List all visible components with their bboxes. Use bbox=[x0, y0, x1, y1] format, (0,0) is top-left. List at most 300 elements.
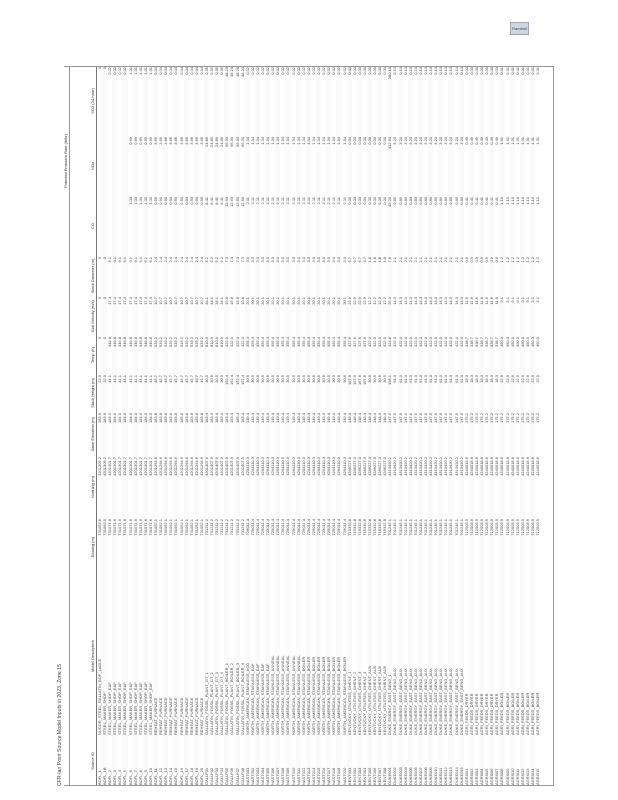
table-cell: DUKE_ENERGY_EAST_BEND_AUX bbox=[408, 576, 413, 736]
table-cell: 731211.2 bbox=[219, 519, 225, 536]
table-cell: 22.9 bbox=[530, 374, 535, 412]
table-cell: REHEAT_FURNACE bbox=[198, 697, 204, 735]
table-cell: 4204110.3 bbox=[310, 457, 316, 476]
table-cell: 30.5 bbox=[280, 375, 286, 383]
table-cell: 149.4 bbox=[310, 413, 316, 424]
table-cell: DUKE_ENERGY_EAST_BEND_AUX bbox=[448, 576, 453, 736]
table-cell: 1.2 bbox=[510, 256, 515, 296]
table-cell: 729011.4 bbox=[310, 519, 316, 536]
table-cell: 0.00 bbox=[357, 66, 362, 136]
table-cell: 147.5 bbox=[387, 412, 392, 456]
table-cell: 0.01 bbox=[499, 66, 504, 136]
table-cell: KENTUCKY_UTILITIES_GHENT_1 bbox=[347, 576, 352, 736]
table-cell: 731071.6 bbox=[137, 519, 143, 536]
table-cell: 45.7 bbox=[163, 374, 168, 412]
table-cell: 712003.9 bbox=[494, 519, 500, 536]
table-cell: DUKE015 bbox=[459, 736, 464, 786]
table-cell: NORTH_AMERICAN_STAINLESS_ANNEAL bbox=[296, 576, 301, 736]
table-cell: NAST015 bbox=[316, 736, 321, 786]
table-cell: 5.2 bbox=[204, 256, 209, 296]
table-cell: 338.7 bbox=[473, 337, 479, 348]
table-cell: 0.10 bbox=[392, 66, 398, 75]
table-cell: 4240018.6 bbox=[489, 456, 494, 518]
table-cell: 183.4 bbox=[229, 413, 235, 424]
table-cell: 729011.4 bbox=[296, 518, 301, 576]
table-cell: NORTH_AMERICAN_STAINLESS_ANNEAL bbox=[275, 576, 280, 736]
table-cell: 14.3 bbox=[412, 297, 418, 305]
table-cell: 1.8 bbox=[372, 256, 378, 263]
table-cell: 3.0 bbox=[331, 256, 337, 263]
table-cell: 338.7 bbox=[479, 336, 484, 374]
table-cell: 14.3 bbox=[443, 297, 449, 305]
table-cell: 184.0 bbox=[133, 412, 138, 456]
table-container bbox=[64, 66, 554, 786]
table-cell: 20.1 bbox=[245, 296, 250, 336]
table-cell: 533.2 bbox=[194, 336, 199, 374]
table-cell: 3.66 bbox=[194, 136, 199, 196]
table-cell: 701245.1 bbox=[459, 518, 464, 576]
table-cell: 7.3 bbox=[229, 256, 235, 263]
table-cell: 24.89 bbox=[214, 136, 219, 196]
table-cell: 147.5 bbox=[423, 413, 428, 424]
table-cell: GALLF07 bbox=[235, 736, 240, 786]
table-cell: 149.4 bbox=[300, 413, 306, 424]
table-cell: 4201294.6 bbox=[153, 456, 158, 518]
table-cell: 1.34 bbox=[331, 136, 337, 145]
table-cell: 20.1 bbox=[275, 296, 280, 336]
column-header: SO2 (24-hour) bbox=[70, 66, 97, 136]
table-cell: 20.1 bbox=[341, 297, 347, 305]
table-cell: 712003.9 bbox=[535, 519, 541, 536]
table-cell: GALLF06 bbox=[229, 767, 235, 785]
table-cell: 175.2 bbox=[524, 413, 530, 424]
table-cell: 10.7 bbox=[168, 297, 174, 305]
table-cell: KENTUCKY_UTILITIES_GHENT_AUX bbox=[367, 576, 372, 736]
table-cell: 0.04 bbox=[178, 66, 184, 75]
table-cell: AGRI015 bbox=[535, 768, 541, 785]
table-cell: 4286227.0 bbox=[347, 456, 352, 518]
table-cell: 0.90 bbox=[194, 196, 199, 256]
table-cell: 0.80 bbox=[459, 196, 464, 256]
table-cell: 712003.9 bbox=[524, 519, 530, 536]
table-cell: 4240018.6 bbox=[463, 457, 469, 476]
table-cell: 0.02 bbox=[255, 66, 260, 136]
table-cell: 1.34 bbox=[341, 136, 347, 145]
table-cell: 6.1 bbox=[112, 256, 117, 296]
table-cell: 0.01 bbox=[535, 66, 541, 75]
table-cell: 349.8 bbox=[117, 337, 123, 348]
table-cell: 3.20 bbox=[412, 136, 418, 145]
table-cell: 422.0 bbox=[443, 337, 449, 348]
table-cell: BOFL_3 bbox=[112, 736, 117, 786]
table-cell: 61.0 bbox=[448, 374, 453, 412]
table-cell: 4313420.2 bbox=[443, 457, 449, 476]
table-cell: 422.0 bbox=[423, 337, 428, 348]
table-cell: KENT005 bbox=[367, 736, 372, 786]
table-cell: 4201309.2 bbox=[102, 456, 107, 518]
table-cell: 0.41 bbox=[473, 196, 479, 205]
table-cell: 0.00 bbox=[463, 66, 469, 75]
table-cell: 1.10 bbox=[499, 196, 504, 256]
table-cell: 355.4 bbox=[341, 337, 347, 348]
table-cell: 0.00 bbox=[377, 136, 382, 196]
table-cell: 0 bbox=[97, 256, 102, 260]
table-cell: GALLF05 bbox=[224, 736, 229, 786]
table-cell: 30.5 bbox=[326, 374, 331, 412]
table-cell: 3.0 bbox=[265, 256, 270, 296]
table-cell: 4201301.7 bbox=[147, 457, 153, 476]
table-cell: 45.7 bbox=[173, 374, 178, 412]
table-cell: 6.1 bbox=[117, 256, 123, 263]
table-cell: 729011.4 bbox=[341, 519, 347, 536]
table-cell: 0.00 bbox=[351, 136, 357, 145]
table-cell: 4313420.2 bbox=[387, 456, 392, 518]
table-cell: BOFL_19 bbox=[194, 736, 199, 786]
table-cell: 183.8 bbox=[198, 413, 204, 424]
table-cell: 422.0 bbox=[224, 336, 229, 374]
table-cell: 3.66 bbox=[184, 136, 189, 196]
table-cell: 3.20 bbox=[438, 136, 443, 196]
table-cell: 0.80 bbox=[453, 196, 459, 205]
table-cell: 0.00 bbox=[347, 66, 352, 136]
table-cell: 30.5 bbox=[265, 374, 270, 412]
table-cell: DUKE_ENERGY_EAST_BEND_AUX bbox=[443, 668, 449, 735]
table-cell: AGRI_FEEDS_BOILER bbox=[504, 692, 510, 735]
table-cell: 20.1 bbox=[280, 297, 286, 305]
table-cell: 0.49 bbox=[489, 136, 494, 196]
table-cell: 3.0 bbox=[275, 256, 280, 296]
table-cell: 22.9 bbox=[514, 375, 520, 383]
table-cell: 0.49 bbox=[494, 136, 500, 145]
table-cell: KENTUCKY_UTILITIES_GHENT_2 bbox=[351, 671, 357, 735]
table-cell: 2.11 bbox=[260, 196, 265, 205]
table-cell: AGRI_FEEDS_DRYER bbox=[494, 693, 500, 735]
table-cell: 731052.1 bbox=[153, 518, 158, 576]
table-cell: 2.1 bbox=[423, 256, 428, 263]
table-cell: DUKE014 bbox=[453, 767, 459, 785]
table-cell: 175.2 bbox=[535, 413, 541, 424]
table-cell: 1.10 bbox=[535, 196, 541, 205]
table-cell: KENTUCKY_UTILITIES_GHENT_AUX bbox=[382, 665, 388, 735]
table-cell: 183.8 bbox=[178, 413, 184, 424]
table-cell: 4240018.6 bbox=[484, 457, 490, 476]
table-cell: NORTH_AMERICAN_STAINLESS_EAF bbox=[265, 576, 270, 736]
table-cell: 175.2 bbox=[504, 413, 510, 424]
table-cell: AGRI_FEEDS_BOILER bbox=[535, 692, 541, 735]
table-cell: 4286227.0 bbox=[351, 457, 357, 476]
column-header-row bbox=[70, 66, 97, 786]
table-cell: 0.04 bbox=[173, 66, 178, 136]
table-cell: 0.02 bbox=[290, 66, 296, 75]
table-cell: 729011.4 bbox=[270, 519, 276, 536]
table-cell: 14.3 bbox=[408, 296, 413, 336]
table-cell: GALLATIN_FOSSIL_PLANT_BOILER_4 bbox=[239, 663, 245, 735]
table-cell: 5.2 bbox=[214, 256, 219, 296]
table-cell: DUKE004 bbox=[402, 767, 408, 785]
table-cell: 149.4 bbox=[280, 413, 286, 424]
table-cell: 4201309.2 bbox=[97, 457, 102, 476]
table-cell: 731071.6 bbox=[147, 519, 153, 536]
table-cell: 10.7 bbox=[198, 297, 204, 305]
table-cell: 1.8 bbox=[367, 256, 372, 296]
table-cell: AGRI008 bbox=[499, 736, 504, 786]
table-cell: 422.0 bbox=[412, 337, 418, 348]
table-cell: 183.8 bbox=[184, 412, 189, 456]
table-cell: 3.66 bbox=[198, 136, 204, 145]
table-cell: 450.0 bbox=[524, 337, 530, 348]
table-cell: 183.4 bbox=[204, 412, 209, 456]
table-cell: 2.11 bbox=[265, 196, 270, 256]
table-cell: 4204110.3 bbox=[255, 456, 260, 518]
table-cell: 175.2 bbox=[469, 412, 474, 456]
table-cell: 0.90 bbox=[158, 196, 164, 205]
table-cell: 14.3 bbox=[453, 297, 459, 305]
table-cell: 3.0 bbox=[260, 256, 265, 263]
table-cell: 30.5 bbox=[290, 375, 296, 383]
table-cell: 731071.6 bbox=[117, 519, 123, 536]
table-cell: 10.7 bbox=[153, 296, 158, 336]
table-cell: 0.10 bbox=[402, 66, 408, 75]
table-cell: 355.4 bbox=[265, 336, 270, 374]
table-cell: 4240018.6 bbox=[473, 457, 479, 476]
table-cell: 149.4 bbox=[316, 412, 321, 456]
table-cell: GALLF03 bbox=[214, 736, 219, 786]
table-cell: 1.10 bbox=[524, 196, 530, 205]
table-cell: 422.0 bbox=[367, 336, 372, 374]
table-cell: 0 bbox=[102, 296, 107, 336]
table-cell: 533.2 bbox=[188, 337, 194, 348]
table-cell: 4204110.3 bbox=[326, 456, 331, 518]
table-cell: 183.4 bbox=[214, 412, 219, 456]
table-cell: 3.20 bbox=[448, 136, 453, 196]
table-cell: 338.7 bbox=[463, 337, 469, 348]
table-cell: 22.9 bbox=[535, 375, 541, 383]
table-cell: 355.4 bbox=[296, 336, 301, 374]
table-cell: 6.1 bbox=[122, 256, 127, 296]
table-cell: REHEAT_FURNACE bbox=[168, 697, 174, 735]
table-cell: 4201294.6 bbox=[188, 457, 194, 476]
table-cell: 355.4 bbox=[321, 337, 327, 348]
table-cell: 4313420.2 bbox=[402, 457, 408, 476]
table-cell: 731063.6 bbox=[97, 519, 102, 536]
table-cell: 48.20 bbox=[229, 66, 235, 77]
table-cell: 355.4 bbox=[290, 337, 296, 348]
table-cell: AGRI_FEEDS_DRYER bbox=[479, 576, 484, 736]
group-header: Potential Emission Rate (lb/hr) bbox=[64, 66, 70, 256]
table-cell: AGRI_FEEDS_BOILER bbox=[530, 576, 535, 736]
table-cell: 355.4 bbox=[300, 337, 306, 348]
table-cell: 20.1 bbox=[316, 296, 321, 336]
table-cell: 152.4 bbox=[239, 375, 245, 386]
table-cell: 712003.9 bbox=[510, 518, 515, 576]
table-cell: 3.20 bbox=[423, 136, 428, 145]
table-cell: 1.34 bbox=[265, 136, 270, 196]
table-cell: 4240018.6 bbox=[494, 457, 500, 476]
table-cell: 30.5 bbox=[245, 374, 250, 412]
table-cell: 30.5 bbox=[382, 375, 388, 383]
table-cell: 2.11 bbox=[306, 196, 311, 256]
table-cell: 20.1 bbox=[249, 297, 255, 305]
table-cell: 0.00 bbox=[377, 66, 382, 136]
table-cell: NAST007 bbox=[275, 736, 280, 786]
table-cell: 2.11 bbox=[321, 196, 327, 205]
table-cell: 24.89 bbox=[204, 136, 209, 196]
table-cell: 4201294.6 bbox=[194, 456, 199, 518]
table-cell: 149.4 bbox=[331, 413, 337, 424]
table-cell: 4201301.7 bbox=[122, 456, 127, 518]
table-cell: 0.69 bbox=[137, 136, 143, 145]
table-cell: 0 bbox=[102, 256, 107, 296]
table-cell: AGRI_FEEDS_BOILER bbox=[510, 576, 515, 736]
table-cell: NORTH_AMERICAN_STAINLESS_EAF bbox=[255, 576, 260, 736]
table-cell: 0.02 bbox=[285, 66, 290, 136]
table-cell: 2.4 bbox=[198, 256, 204, 263]
table-cell: 6.1 bbox=[143, 256, 148, 296]
table-cell: 4201294.6 bbox=[178, 457, 184, 476]
table-cell: 4313420.2 bbox=[448, 456, 453, 518]
table-cell: 4201407.9 bbox=[229, 457, 235, 476]
table-cell: 0.90 bbox=[198, 196, 204, 205]
table-cell: 2.11 bbox=[310, 196, 316, 205]
table-cell: 61.0 bbox=[459, 374, 464, 412]
table-cell: 18.3 bbox=[484, 375, 490, 383]
table-cell: 715332.8 bbox=[372, 519, 378, 536]
table-cell: NORTH_AMERICAN_STAINLESS_BOILER bbox=[331, 656, 337, 735]
table-cell: 731052.1 bbox=[158, 519, 164, 536]
table-cell: 729011.4 bbox=[260, 519, 265, 536]
table-cell: 0.02 bbox=[107, 66, 113, 75]
table-cell: 0.80 bbox=[428, 196, 433, 256]
table-cell: 10.7 bbox=[178, 297, 184, 305]
table-cell: 9.1 bbox=[520, 296, 525, 336]
table-cell: 22.9 bbox=[499, 374, 504, 412]
table-cell: 14.3 bbox=[418, 296, 423, 336]
table-cell: 0.80 bbox=[408, 196, 413, 256]
table-cell: 450.0 bbox=[510, 336, 515, 374]
table-cell: DUKE008 bbox=[423, 767, 428, 785]
table-cell: AGRI012 bbox=[520, 736, 525, 786]
table-cell: 19.8 bbox=[224, 296, 229, 336]
table-cell: 0.02 bbox=[112, 66, 117, 136]
table-cell: 327.6 bbox=[351, 337, 357, 348]
table-cell: 6.1 bbox=[137, 256, 143, 263]
table-cell: DUKE007 bbox=[418, 736, 423, 786]
table-cell: 19.8 bbox=[239, 297, 245, 305]
table-cell: 4204110.3 bbox=[321, 457, 327, 476]
table-cell: 6.7 bbox=[361, 256, 367, 263]
table-cell: 56.30 bbox=[224, 136, 229, 196]
table-cell: 0.02 bbox=[300, 66, 306, 75]
table-cell: 0.41 bbox=[463, 196, 469, 205]
table-cell: 1.31 bbox=[520, 136, 525, 196]
table-cell: 0.02 bbox=[117, 66, 123, 75]
table-cell: 8.41 bbox=[209, 196, 215, 205]
table-cell: 0.69 bbox=[143, 136, 148, 196]
table-cell: AGRI_FEEDS_BOILER bbox=[514, 692, 520, 735]
table-cell: 30.5 bbox=[367, 374, 372, 412]
table-cell: 2.4 bbox=[168, 256, 174, 263]
table-cell: AGRI_FEEDS_BOILER bbox=[520, 576, 525, 736]
table-cell: 810.9 bbox=[214, 336, 219, 374]
table-cell: 0.10 bbox=[412, 66, 418, 75]
table-cell: 1.00 bbox=[133, 196, 138, 256]
table-cell: 3.20 bbox=[418, 136, 423, 196]
table-cell: 0.49 bbox=[463, 136, 469, 145]
table-cell: 2.1 bbox=[433, 256, 439, 263]
table-cell: 1.00 bbox=[147, 196, 153, 205]
table-cell: NORTH_AMERICAN_STAINLESS_ANNEAL bbox=[270, 655, 276, 735]
table-cell: 3.20 bbox=[398, 136, 403, 196]
table-cell: STEEL_MAKER_SHOP bbox=[102, 576, 107, 736]
table-cell: DUKE_ENERGY_EAST_BEND_AUX bbox=[412, 668, 418, 735]
table-cell: 30.5 bbox=[260, 375, 265, 383]
table-cell: 3.0 bbox=[336, 256, 341, 296]
table-cell: 2.1 bbox=[398, 256, 403, 296]
table-cell: 0.10 bbox=[408, 66, 413, 136]
table-cell: 4313420.2 bbox=[392, 457, 398, 476]
table-cell: 20.1 bbox=[310, 297, 316, 305]
table-cell: 4204110.3 bbox=[270, 457, 276, 476]
table-cell: 349.8 bbox=[147, 337, 153, 348]
table-cell: 0 bbox=[102, 336, 107, 374]
table-cell: NAST003 bbox=[255, 736, 260, 786]
table-cell: 3.0 bbox=[310, 256, 316, 263]
table-cell: 0.04 bbox=[184, 66, 189, 136]
table-cell: 17.4 bbox=[117, 297, 123, 305]
table-cell: DUKE005 bbox=[408, 736, 413, 786]
table-cell: 30.5 bbox=[372, 375, 378, 383]
table-cell: 1.31 bbox=[530, 136, 535, 196]
table-cell: 1.34 bbox=[270, 136, 276, 145]
table-cell: 4204110.3 bbox=[290, 457, 296, 476]
table-cell: 6.7 bbox=[347, 256, 352, 296]
table-cell: 17.4 bbox=[122, 296, 127, 336]
table-cell: 422.0 bbox=[239, 337, 245, 348]
table-cell: 9.1 bbox=[514, 297, 520, 303]
table-cell: 167.6 bbox=[351, 375, 357, 386]
table-cell: 1.34 bbox=[255, 136, 260, 196]
table-cell: 18.3 bbox=[463, 375, 469, 383]
table-cell: 729011.4 bbox=[280, 519, 286, 536]
table-cell: 25.3 bbox=[387, 296, 392, 336]
table-cell: KENT002 bbox=[351, 767, 357, 785]
table-cell: 0.00 bbox=[489, 66, 494, 136]
column-header: CO bbox=[70, 196, 97, 256]
table-cell: 12.2 bbox=[377, 296, 382, 336]
table-cell: 4201301.7 bbox=[107, 457, 113, 476]
table-cell: 810.9 bbox=[209, 337, 215, 348]
table-cell: 4201407.9 bbox=[214, 456, 219, 518]
table-cell: 4201294.6 bbox=[173, 456, 178, 518]
table-cell: 3.66 bbox=[163, 136, 168, 196]
table-cell: KENTUCKY_UTILITIES_GHENT_3 bbox=[357, 576, 362, 736]
table-cell: 712003.9 bbox=[520, 518, 525, 576]
table-cell: 9.1 bbox=[530, 296, 535, 336]
table-cell: 14.3 bbox=[398, 296, 403, 336]
table-cell: REHEAT_FURNACE bbox=[178, 697, 184, 735]
table-cell: 450.0 bbox=[514, 337, 520, 348]
table-cell: REHEAT_FURNACE bbox=[153, 576, 158, 736]
table-cell: 4240018.6 bbox=[530, 456, 535, 518]
table-cell: 701245.1 bbox=[428, 518, 433, 576]
table-cell: 4240018.6 bbox=[469, 456, 474, 518]
table-cell: 715332.8 bbox=[347, 518, 352, 576]
table-cell: NAST002 bbox=[249, 767, 255, 785]
table-cell: 355.4 bbox=[280, 337, 286, 348]
table-cell: 422.0 bbox=[235, 336, 240, 374]
table-cell: 30.5 bbox=[204, 374, 209, 412]
table-cell: 7.3 bbox=[235, 256, 240, 296]
